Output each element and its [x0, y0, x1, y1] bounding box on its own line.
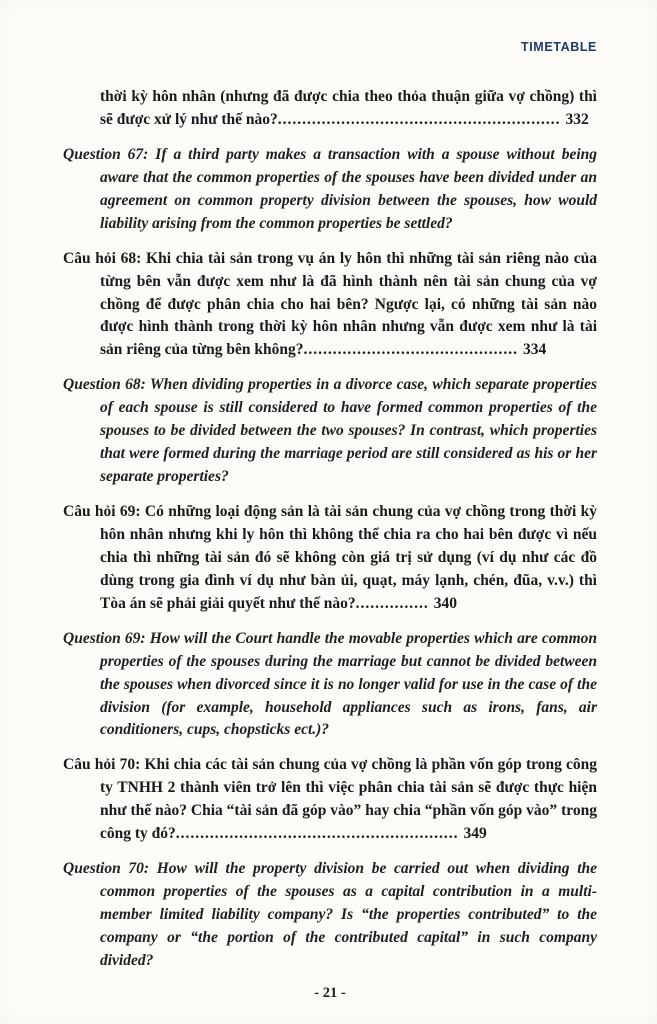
entry-page-number: 340	[433, 594, 458, 612]
entry-label: Question 68:	[63, 376, 146, 394]
entry-text: If a third party makes a transaction with a spouse without being aware that the common properties of the spouses have been divided under an agreement on common property division between the spouses, how would liability arising from the common properties be settled?	[100, 145, 597, 232]
entry-label: Câu hỏi 70:	[63, 756, 141, 774]
page-footer	[63, 985, 597, 1008]
entry-label: Câu hỏi 69:	[63, 503, 141, 520]
entry-text: thời kỳ hôn nhân (nhưng đã được chia theo thỏa thuận giữa vợ chồng) thì sẽ được xử lý như thế nào?	[100, 88, 597, 128]
toc-entry-en-67	[63, 144, 597, 236]
toc-entry-en-70	[63, 858, 597, 973]
entry-label: Question 67:	[63, 145, 149, 163]
entry-page-number: 349	[463, 825, 487, 843]
page-header	[63, 38, 597, 56]
entry-page-number: 334	[523, 341, 547, 359]
entry-text: How will the Court handle the movable properties which are common properties of the spouses during the marriage but cannot be divided between the spouses when divorced since it is no longer valid for use in the case of the division (for example, household appliances such as irons, fans, air conditioners, cups, chopsticks ect.)?	[100, 629, 598, 739]
dot-leader: ..........................................................	[277, 110, 561, 128]
entry-text: Khi chia tài sản trong vụ án ly hôn thì những tài sản riêng nào của từng bên vẫn được xem như là đã hình thành nên tài sản chung của vợ chồng để được phân chia cho hai bên? Ngược lại, có những tài sản nào được hình thành trong thời kỳ hôn nhân nhưng vẫn được xem như là tài sản riêng của từng bên không?	[100, 249, 597, 359]
dot-leader: ...............	[355, 594, 429, 612]
toc-entry-en-69	[63, 628, 597, 743]
toc-entry-en-68	[63, 374, 597, 489]
entry-text: Khi chia các tài sản chung của vợ chồng là phần vốn góp trong công ty TNHH 2 thành viên trở lên thì việc phân chia tài sản sẽ được thực hiện như thế nào? Chia “tài sản đã góp vào” hay chia “phần vốn góp vào” trong công ty đó?	[100, 756, 598, 843]
toc-entry-vi-70	[63, 754, 597, 846]
page-number: - 21 -	[314, 984, 346, 1001]
entry-label: Câu hỏi 68:	[63, 249, 142, 267]
entry-label: Question 70:	[63, 860, 150, 878]
toc-entry-vi-69	[63, 501, 597, 616]
toc-entry-vi-67-continuation	[63, 86, 597, 132]
dot-leader: ..........................................................	[175, 825, 459, 843]
entry-text: Có những loại động sản là tài sản chung của vợ chồng trong thời kỳ hôn nhân nhưng khi ly hôn thì không thể chia ra cho hai bên được vì nếu chia thì những tài sản đó sẽ không còn giá trị sử dụng (ví dụ như các đồ dùng trong gia đình ví dụ như bàn ủi, quạt, máy lạnh, chén, đũa, v.v.) thì Tòa án sẽ phải giải quyết như thế nào?	[100, 503, 598, 612]
entry-page-number: 332	[565, 110, 589, 128]
dot-leader: ............................................	[303, 341, 519, 359]
toc-entry-vi-68	[63, 248, 597, 363]
entry-text: When dividing properties in a divorce case, which separate properties of each spouse is still considered to have formed common properties of the spouses to be divided between the two spouses? In contrast, which properties that were formed during the marriage period are still considered as his or her separate properties?	[100, 376, 597, 486]
entry-text: How will the property division be carried out when dividing the common properties of the spouses as a capital contribution in a multi-member limited liability company? Is “the properties contributed” to the company or “the portion of the contributed capital” in such company divided?	[100, 860, 597, 969]
table-of-contents	[63, 86, 597, 985]
entry-label: Question 69:	[63, 629, 146, 647]
running-title: TIMETABLE	[521, 40, 597, 54]
